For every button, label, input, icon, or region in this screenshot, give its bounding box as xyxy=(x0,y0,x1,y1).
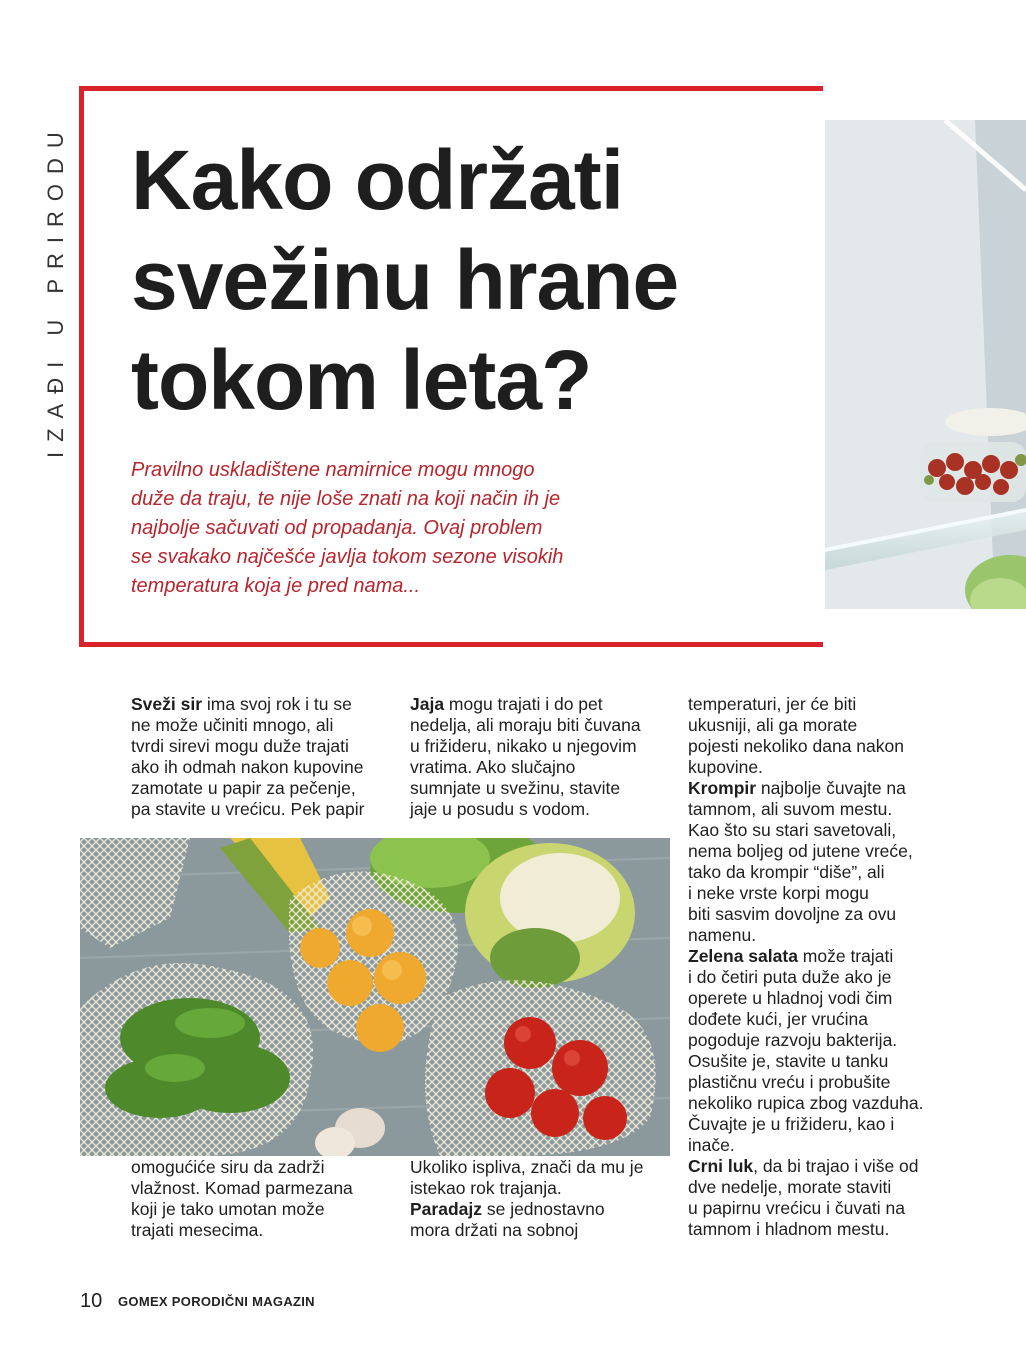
tomato-heading: Paradajz xyxy=(410,1199,482,1219)
text-line: vlažnost. Komad parmezana xyxy=(131,1178,353,1198)
text-line: Zelena salata može trajati xyxy=(688,946,894,966)
text-line: kupovine. xyxy=(688,757,763,777)
text-line: inače. xyxy=(688,1135,735,1155)
text-line: tako da krompir “diše”, ali xyxy=(688,862,885,882)
text-line: Jaja mogu trajati i do pet xyxy=(410,694,603,714)
text-line: i do četiri puta duže ako je xyxy=(688,967,892,987)
lead-line: temperatura koja je pred nama... xyxy=(131,575,421,597)
text-line: Crni luk, da bi trajao i više od xyxy=(688,1156,919,1176)
text-line: u papirnu vrećicu i čuvati na xyxy=(688,1198,905,1218)
column-eggs xyxy=(410,694,641,820)
section-label: IZAĐI U PRIRODU xyxy=(43,122,68,458)
text-line: mora držati na sobnoj xyxy=(410,1220,579,1240)
text-line: zamotate u papir za pečenje, xyxy=(131,778,356,798)
text-line: biti sasvim dovoljne za ovu xyxy=(688,904,897,924)
text-line: Krompir najbolje čuvajte na xyxy=(688,778,906,798)
text-line: pa stavite u vrećicu. Pek papir xyxy=(131,799,365,819)
column-cheese xyxy=(131,694,364,820)
text-line: operete u hladnoj vodi čim xyxy=(688,988,893,1008)
text-line: istekao rok trajanja. xyxy=(410,1178,562,1198)
text-line: dve nedelje, morate staviti xyxy=(688,1177,892,1197)
text-line: Ukoliko ispliva, znači da mu je xyxy=(410,1157,644,1177)
text-line: Sveži sir ima svoj rok i tu se xyxy=(131,694,352,714)
text-line: ne može učiniti mnogo, ali xyxy=(131,715,334,735)
magazine-name: GOMEX PORODIČNI MAGAZIN xyxy=(118,1294,315,1309)
text-line: koji je tako umotan može xyxy=(131,1199,325,1219)
text-line: tvrdi sirevi mogu duže trajati xyxy=(131,736,349,756)
text-line: jaje u posudu s vodom. xyxy=(410,799,590,819)
text-line: nema boljeg od jutene vreće, xyxy=(688,841,913,861)
lead-line: najbolje sačuvati od propadanja. Ovaj problem xyxy=(131,517,543,539)
lead-line: Pravilno uskladištene namirnice mogu mnogo xyxy=(131,459,535,481)
text-line: Paradajz se jednostavno xyxy=(410,1199,605,1219)
text-line: tamnom, ali suvom mestu. xyxy=(688,799,893,819)
text-line: vratima. Ako slučajno xyxy=(410,757,576,777)
column-eggs-continued xyxy=(410,1157,643,1241)
text-line: nekoliko rupica zbog vazduha. xyxy=(688,1093,924,1113)
text-line: ukusniji, ali ga morate xyxy=(688,715,858,735)
text-line: ako ih odmah nakon kupovine xyxy=(131,757,364,777)
cheese-heading: Sveži sir xyxy=(131,694,203,714)
text-line: sumnjate u svežinu, stavite xyxy=(410,778,621,798)
lead-line: duže da traju, te nije loše znati na koji način ih je xyxy=(131,488,561,510)
potato-heading: Krompir xyxy=(688,778,757,798)
text-line: plastičnu vreću i probušite xyxy=(688,1072,891,1092)
lettuce-heading: Zelena salata xyxy=(688,946,798,966)
title-line: tokom leta? xyxy=(131,333,592,427)
text-line: Osušite je, stavite u tanku xyxy=(688,1051,889,1071)
text-line: omogućiće siru da zadrži xyxy=(131,1157,325,1177)
title-line: svežinu hrane xyxy=(131,233,679,327)
text-line: Čuvajte je u frižideru, kao i xyxy=(688,1114,895,1134)
column-cheese-continued xyxy=(131,1157,353,1241)
text-line: dođete kući, jer vrućina xyxy=(688,1009,868,1029)
fridge-photo xyxy=(825,120,1026,609)
lead-line: se svakako najčešće javlja tokom sezone visokih xyxy=(131,546,564,568)
page-number: 10 xyxy=(80,1290,103,1312)
vegetables-photo xyxy=(80,838,670,1156)
text-line: Kao što su stari savetovali, xyxy=(688,820,897,840)
text-line: u frižideru, nikako u njegovim xyxy=(410,736,637,756)
column-right xyxy=(688,694,923,1240)
text-line: trajati mesecima. xyxy=(131,1220,264,1240)
text-line: namenu. xyxy=(688,925,757,945)
onion-heading: Crni luk xyxy=(688,1156,754,1176)
text-line: pojesti nekoliko dana nakon xyxy=(688,736,904,756)
text-line: i neke vrste korpi mogu xyxy=(688,883,869,903)
text-line: temperaturi, jer će biti xyxy=(688,694,857,714)
text-line: tamnom i hladnom mestu. xyxy=(688,1219,890,1239)
eggs-heading: Jaja xyxy=(410,694,445,714)
text-line: pogoduje razvoju bakterija. xyxy=(688,1030,898,1050)
text-line: nedelja, ali moraju biti čuvana xyxy=(410,715,641,735)
title-line: Kako održati xyxy=(131,133,624,227)
lead-paragraph xyxy=(131,456,651,601)
page-title xyxy=(131,130,811,430)
